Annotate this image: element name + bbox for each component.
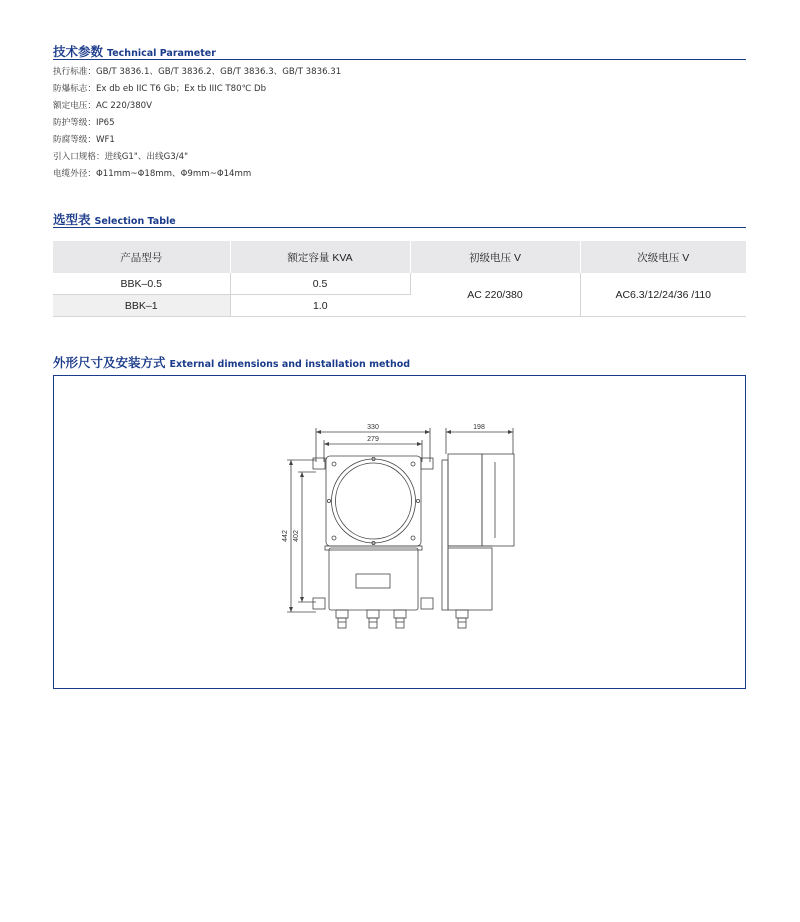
- dim-height-total: 442: [282, 530, 289, 542]
- dimensions-title-cn: 外形尺寸及安装方式: [53, 355, 166, 370]
- param-protection-grade: 防护等级：IP65: [53, 118, 115, 128]
- cell-model: BBK–1: [53, 295, 230, 317]
- selection-table-heading: [53, 203, 746, 228]
- technical-parameter-heading: [53, 35, 746, 60]
- param-rated-voltage: 额定电压：AC 220/380V: [53, 101, 153, 111]
- header-primary-voltage: 初级电压 V: [410, 241, 580, 273]
- cell-model: BBK–0.5: [53, 273, 230, 295]
- dimensions-title-en: External dimensions and installation method: [169, 359, 411, 370]
- dim-width-total: 330: [367, 424, 379, 431]
- technical-title-cn: 技术参数: [53, 44, 104, 59]
- dim-height-mount: 402: [293, 530, 300, 542]
- technical-title-en: Technical Parameter: [107, 48, 216, 59]
- technical-parameter-list: [53, 64, 341, 183]
- param-explosion-mark: 防爆标志：Ex db eb IIC T6 Gb；Ex tb IIIC T80℃ Db: [53, 84, 267, 94]
- cell-primary-voltage: AC 220/380: [410, 273, 580, 317]
- param-cable-diameter: 电缆外径：Φ11mm~Φ18mm、Φ9mm~Φ14mm: [53, 169, 252, 179]
- cell-secondary-voltage: AC6.3/12/24/36 /110: [580, 273, 746, 317]
- cell-capacity: 0.5: [230, 273, 410, 295]
- param-anticorrosion-grade: 防腐等级：WF1: [53, 135, 115, 145]
- header-capacity: 额定容量 KVA: [230, 241, 410, 273]
- cell-capacity: 1.0: [230, 295, 410, 317]
- dimensions-heading: [53, 346, 746, 370]
- selection-title-cn: 选型表: [53, 212, 91, 227]
- dim-width-mount: 279: [367, 436, 379, 443]
- selection-table: [53, 241, 746, 317]
- param-standard: 执行标准：GB/T 3836.1、GB/T 3836.2、GB/T 3836.3、GB/T 3836.31: [53, 67, 342, 77]
- dimensions-frame: [53, 375, 746, 689]
- param-entry-spec: 引入口规格：进线G1"、出线G3/4": [53, 152, 189, 162]
- table-row: [53, 273, 746, 295]
- dimension-drawing: [54, 376, 745, 688]
- dim-depth: 198: [473, 424, 485, 431]
- header-secondary-voltage: 次级电压 V: [580, 241, 746, 273]
- selection-title-en: Selection Table: [94, 216, 176, 227]
- header-model: 产品型号: [53, 241, 230, 273]
- table-header-row: [53, 241, 746, 273]
